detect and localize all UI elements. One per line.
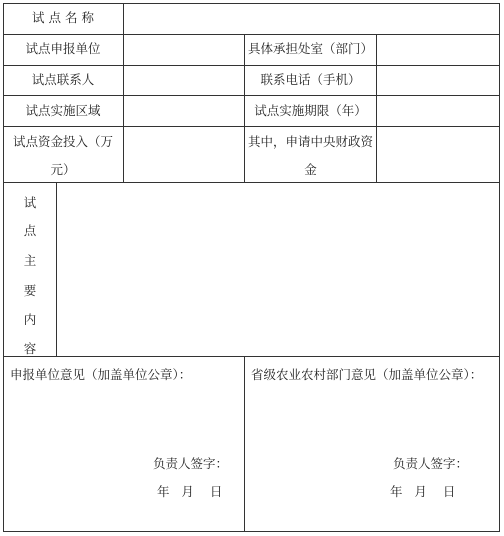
- signer-label-left: 负责人签字：: [153, 456, 229, 471]
- content-label-char: 容: [23, 341, 37, 356]
- funds-label-line1: 试点资金投入（万: [12, 134, 113, 149]
- central-funds-field[interactable]: [377, 127, 499, 182]
- central-funds-label-line2: 金: [304, 162, 317, 177]
- project-name-field[interactable]: [124, 4, 499, 34]
- content-label-char: 点: [23, 223, 37, 238]
- contact-person-label: 试点联系人: [31, 72, 95, 87]
- phone-field[interactable]: [377, 66, 499, 95]
- funds-label-line2: 元）: [50, 162, 76, 177]
- funds-field[interactable]: [124, 127, 244, 182]
- content-label-char: 试: [23, 195, 37, 210]
- date-label-left: 年 月 日: [157, 484, 223, 499]
- central-funds-label-line1: 其中，申请中央财政资: [247, 134, 373, 149]
- signer-label-right: 负责人签字：: [393, 456, 469, 471]
- period-label: 试点实施期限（年）: [254, 103, 367, 118]
- table-right-border: [499, 3, 500, 532]
- region-field[interactable]: [124, 96, 244, 126]
- applicant-opinion-label: 申报单位意见（加盖单位公章）：: [10, 367, 192, 382]
- phone-label: 联系电话（手机）: [260, 72, 361, 87]
- opinion-divider: [244, 356, 245, 532]
- applicant-unit-field[interactable]: [124, 35, 244, 65]
- main-content-field[interactable]: [57, 183, 499, 356]
- content-label-char: 内: [23, 312, 37, 327]
- project-name-label: 试 点 名 称: [32, 10, 94, 25]
- applicant-unit-label: 试点申报单位: [25, 41, 101, 56]
- row-divider: [3, 356, 500, 357]
- dept-field[interactable]: [377, 35, 499, 65]
- content-label-char: 主: [23, 253, 37, 268]
- content-label-char: 要: [23, 283, 37, 298]
- region-label: 试点实施区域: [25, 103, 101, 118]
- period-field[interactable]: [377, 96, 499, 126]
- contact-person-field[interactable]: [124, 66, 244, 95]
- province-opinion-label: 省级农业农村部门意见（加盖单位公章）：: [251, 367, 483, 382]
- dept-label: 具体承担处室（部门）: [247, 41, 373, 56]
- table-bottom-border: [3, 531, 500, 532]
- date-label-right: 年 月 日: [390, 484, 456, 499]
